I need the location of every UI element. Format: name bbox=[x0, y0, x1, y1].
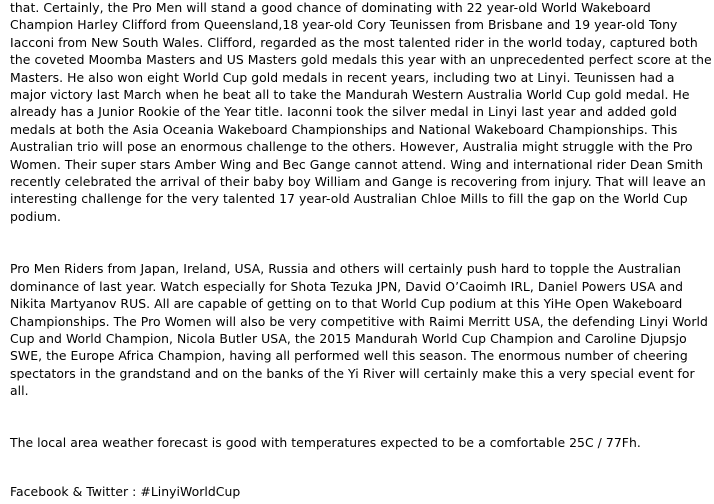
paragraph-australian-riders: that. Certainly, the Pro Men will stand a good chance of dominating with 22 year-old World Wakeboard Champion Harley Clifford from Queensland,18 year-old Cory Teunissen from Brisbane and 19 year-old Tony Iacconi from New South Wales. Clifford, regarded as the most talented rider in the world today, captured both the coveted Moomba Masters and US Masters gold medals this year with an unprecedented perfect score at the Masters. He also won eight World Cup gold medals in recent years, including two at Linyi. Teunissen had a major victory last March when he beat all to take the Mandurah Western Australia World Cup gold medal. He already has a Junior Rookie of the Year title. Iaconni took the silver medal in Linyi last year and added gold medals at both the Asia Oceania Wakeboard Championships and National Wakeboard Championships. This Australian trio will pose an enormous challenge to the others. However, Australia might struggle with the Pro Women. Their super stars Amber Wing and Bec Gange cannot attend. Wing and international rider Dean Smith recently celebrated the arrival of their baby boy William and Gange is recovering from injury. That will leave an interesting challenge for the very talented 17 year-old Australian Chloe Mills to fill the gap on the World Cup podium. bbox=[10, 0, 712, 224]
paragraph-international-riders: Pro Men Riders from Japan, Ireland, USA, Russia and others will certainly push hard to topple the Australian dominance of last year. Watch especially for Shota Tezuka JPN, David O’Caoimh IRL, Daniel Powers USA and Nikita Martyanov RUS. All are capable of getting on to that World Cup podium at this YiHe Open Wakeboard Championships. The Pro Women will also be very competitive with Raimi Merritt USA, the defending Linyi World Cup and World Champion, Nicola Butler USA, the 2015 Mandurah World Cup Champion and Caroline Djupsjo SWE, the Europe Africa Champion, having all performed well this season. The enormous number of cheering spectators in the grandstand and on the banks of the Yi River will certainly make this a very special event for all. bbox=[10, 261, 708, 399]
article-body bbox=[10, 0, 712, 500]
paragraph-weather-forecast: The local area weather forecast is good with temperatures expected to be a comfortable 25C / 77Fh. bbox=[10, 434, 641, 450]
paragraph-social-media: Facebook & Twitter : #LinyiWorldCup bbox=[10, 483, 241, 499]
